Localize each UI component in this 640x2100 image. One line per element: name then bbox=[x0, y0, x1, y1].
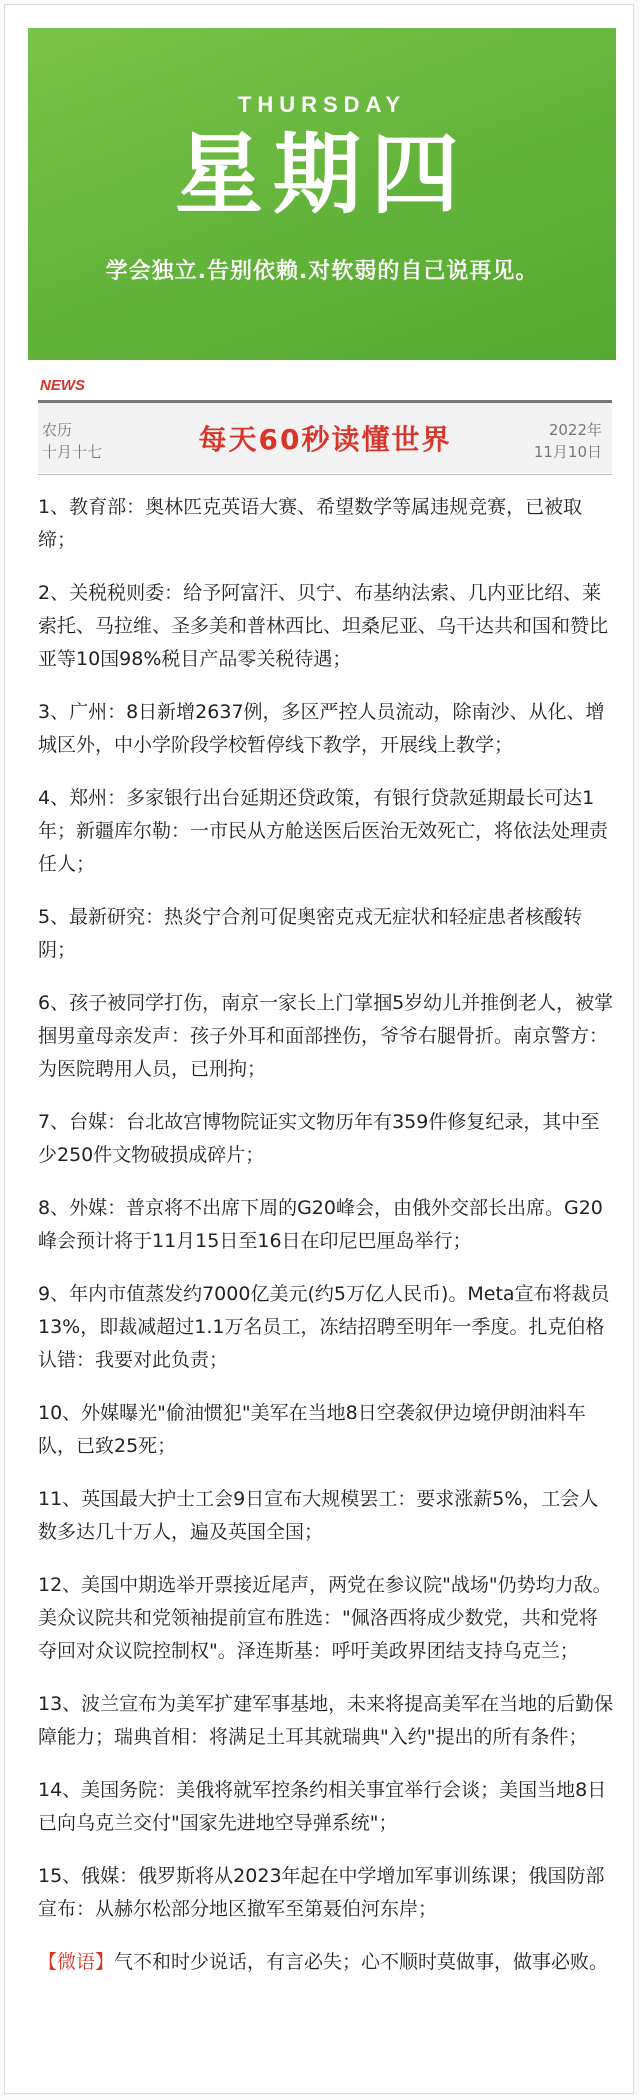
news-item: 9、年内市值蒸发约7000亿美元(约5万亿人民币)。Meta宣布将裁员13%，即裁减超过1.1万名员工，冻结招聘至明年一季度。扎克伯格认错：我要对此负责； bbox=[38, 1283, 610, 1371]
lunar-date: 十月十七 bbox=[42, 443, 103, 461]
news-item: 2、关税税则委：给予阿富汗、贝宁、布基纳法索、几内亚比绍、莱索托、马拉维、圣多美和普林西比、坦桑尼亚、乌干达共和国和赞比亚等10国98%税目产品零关税待遇； bbox=[38, 582, 609, 670]
news-item: 14、美国务院：美俄将就军控条约相关事宜举行会谈；美国当地8日已向乌克兰交付"国家先进地空导弹系统"； bbox=[38, 1779, 607, 1834]
weekday-banner bbox=[28, 28, 616, 360]
date-month-day: 11月10日 bbox=[533, 443, 602, 461]
date-year: 2022年 bbox=[548, 421, 602, 439]
weekday-chinese: 星期四 bbox=[174, 123, 469, 226]
closing-quote bbox=[38, 1946, 616, 1979]
news-item: 4、郑州：多家银行出台延期还贷政策，有银行贷款延期最长可达1年；新疆库尔勒：一市民从方舱送医后医治无效死亡，将依法处理责任人； bbox=[38, 787, 609, 875]
news-item: 13、波兰宣布为美军扩建军事基地，未来将提高美军在当地的后勤保障能力；瑞典首相：将满足土耳其就瑞典"入约"提出的所有条件； bbox=[38, 1693, 614, 1748]
news-item: 1、教育部：奥林匹克英语大赛、希望数学等属违规竞赛，已被取缔； bbox=[38, 496, 583, 551]
news-list bbox=[38, 491, 616, 1999]
news-item: 11、英国最大护士工会9日宣布大规模罢工：要求涨薪5%，工会人数多达几十万人，遍及英国全国； bbox=[38, 1488, 599, 1543]
masthead-divider bbox=[38, 474, 612, 475]
gregorian-date bbox=[534, 419, 602, 463]
news-item: 5、最新研究：热炎宁合剂可促奥密克戎无症状和轻症患者核酸转阴； bbox=[38, 906, 583, 961]
daily-slogan: 学会独立.告别依赖.对软弱的自己说再见。 bbox=[105, 259, 539, 284]
masthead-title: 每天60秒读懂世界 bbox=[198, 423, 452, 456]
article-card bbox=[4, 4, 634, 2094]
news-item: 12、美国中期选举开票接近尾声，两党在参议院"战场"仍势均力敌。美众议院共和党领袖提前宣布胜选："佩洛西将成少数党，共和党将夺回对众议院控制权"。泽连斯基：呼吁美政界团结支持乌克兰； bbox=[38, 1574, 612, 1662]
lunar-label: 农历 bbox=[42, 421, 73, 439]
masthead bbox=[38, 403, 612, 473]
news-item: 8、外媒：普京将不出席下周的G20峰会，由俄外交部长出席。G20峰会预计将于11月15日至16日在印尼巴厘岛举行； bbox=[38, 1197, 603, 1252]
news-item: 10、外媒曝光"偷油惯犯"美军在当地8日空袭叙伊边境伊朗油料车队，已致25死； bbox=[38, 1402, 586, 1457]
news-section-label: NEWS bbox=[40, 377, 85, 394]
news-item: 3、广州：8日新增2637例，多区严控人员流动，除南沙、从化、增城区外，中小学阶段学校暂停线下教学，开展线上教学； bbox=[38, 701, 605, 756]
news-item: 6、孩子被同学打伤，南京一家长上门掌掴5岁幼儿并推倒老人，被掌掴男童母亲发声：孩子外耳和面部挫伤，爷爷右腿骨折。南京警方：为医院聘用人员，已刑拘； bbox=[38, 992, 614, 1080]
closing-quote-label: 【微语】 bbox=[38, 1951, 115, 1973]
weekday-english: THURSDAY bbox=[237, 92, 407, 117]
news-item: 7、台媒：台北故宫博物院证实文物历年有359件修复纪录，其中至少250件文物破损成碎片； bbox=[38, 1111, 600, 1166]
closing-quote-text: 气不和时少说话，有言必失；心不顺时莫做事，做事必败。 bbox=[114, 1951, 609, 1973]
news-item: 15、俄媒：俄罗斯将从2023年起在中学增加军事训练课；俄国防部宣布：从赫尔松部分地区撤军至第聂伯河东岸； bbox=[38, 1865, 605, 1920]
